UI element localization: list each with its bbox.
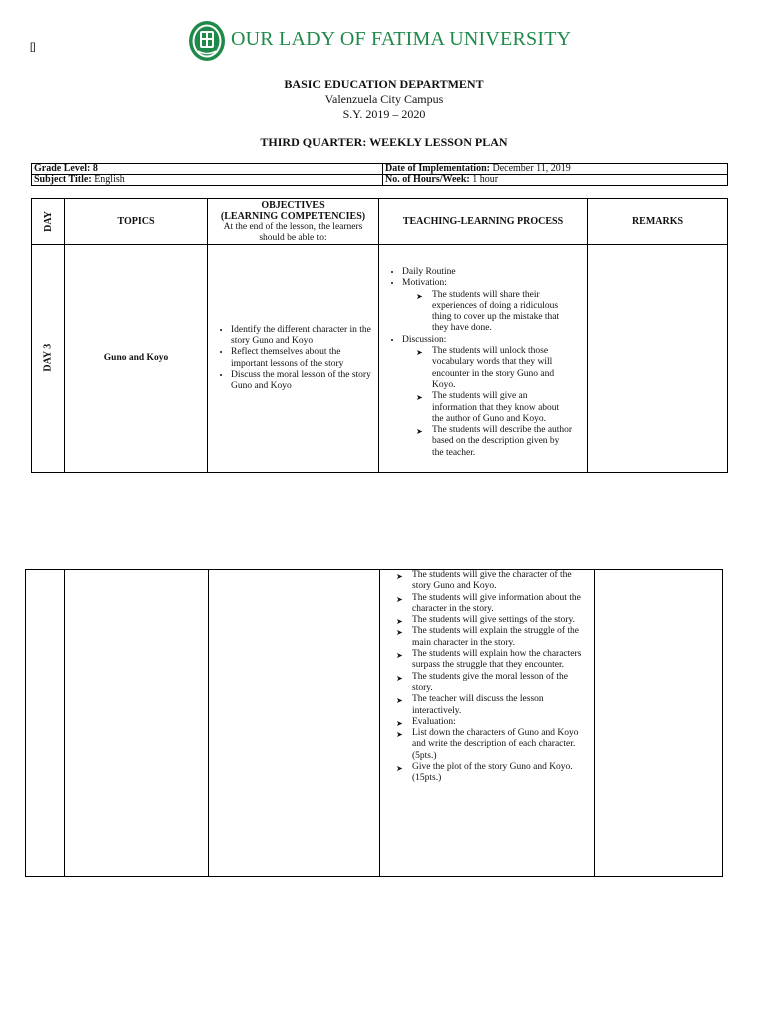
hours-label: No. of Hours/Week: xyxy=(385,174,470,185)
subject-cell xyxy=(32,175,383,186)
discussion-item xyxy=(402,335,573,459)
objectives-header xyxy=(208,199,379,245)
objectives-list xyxy=(208,325,372,393)
process-step: ➤ Give the plot of the story Guno and Koyo. (15pts.) xyxy=(412,762,588,785)
process-step: ➤ The students will give the character of the story Guno and Koyo. xyxy=(412,570,588,593)
process-step: ➤ The students will explain how the characters surpass the struggle that they encounter. xyxy=(412,649,588,672)
topic-cell: Guno and Koyo xyxy=(65,245,208,473)
objectives-cell xyxy=(208,245,379,473)
discussion-step: ➤ The students will unlock those vocabulary words that they will encounter in the story Guno and Koyo. xyxy=(432,346,573,391)
process-step: ➤ List down the characters of Guno and Koyo and write the description of each character. (5pts.) xyxy=(412,728,588,762)
lesson-plan-title: THIRD QUARTER: WEEKLY LESSON PLAN xyxy=(260,135,508,149)
process-cell xyxy=(379,245,588,473)
subject-label: Subject Title: xyxy=(34,174,92,185)
day-header xyxy=(32,199,65,245)
objective-item: • Discuss the moral lesson of the story Guno and Koyo xyxy=(231,370,372,393)
objectives-header-note: At the end of the lesson, the learners should be able to: xyxy=(223,221,363,243)
routine-item: • Daily Routine xyxy=(402,267,573,278)
motivation-label: Motivation: xyxy=(402,278,447,289)
objective-item: • Identify the different character in the story Guno and Koyo xyxy=(231,325,372,348)
motivation-list xyxy=(402,290,573,335)
grade-level-value: 8 xyxy=(92,163,98,174)
topics-header: TOPICS xyxy=(65,199,208,245)
day-cell xyxy=(32,245,65,473)
continued-day-cell xyxy=(26,570,65,877)
day-header-label: DAY xyxy=(42,211,54,232)
campus-name: Valenzuela City Campus xyxy=(324,92,444,106)
continued-topic-cell xyxy=(65,570,209,877)
discussion-list xyxy=(402,346,573,459)
continued-table xyxy=(25,569,723,877)
process-list xyxy=(379,267,573,459)
process-step: ➤ The students will give settings of the story. xyxy=(412,615,588,626)
hours-cell xyxy=(383,175,728,186)
discussion-step: ➤ The students will describe the author based on the description given by the teacher. xyxy=(432,425,573,459)
objective-item: • Reflect themselves about the important lessons of the story xyxy=(231,347,372,370)
remarks-header: REMARKS xyxy=(588,199,728,245)
info-table xyxy=(31,163,728,186)
discussion-step: ➤ The students will give an information that they know about the author of Guno and Koyo. xyxy=(432,391,573,425)
motivation-step: ➤ The students will share their experiences of doing a ridiculous thing to cover up the mistake that they have done. xyxy=(432,290,573,335)
motivation-item xyxy=(402,278,573,334)
hours-value: 1 hour xyxy=(472,174,499,185)
department-title: BASIC EDUCATION DEPARTMENT xyxy=(284,77,484,91)
university-seal-logo xyxy=(188,20,226,62)
subject-value: English xyxy=(94,174,125,185)
university-name: OUR LADY OF FATIMA UNIVERSITY xyxy=(231,28,572,50)
remarks-cell xyxy=(588,245,728,473)
objectives-header-line1: OBJECTIVES xyxy=(261,199,325,211)
evaluation-step: ➤ Evaluation: xyxy=(412,717,588,728)
grade-level-label: Grade Level: xyxy=(34,163,91,174)
lesson-plan-table xyxy=(31,198,728,473)
school-year: S.Y. 2019 – 2020 xyxy=(342,107,426,121)
day-label: DAY 3 xyxy=(42,344,54,372)
process-header: TEACHING-LEARNING PROCESS xyxy=(379,199,588,245)
continued-remarks-cell xyxy=(595,570,723,877)
date-value: December 11, 2019 xyxy=(492,163,571,174)
placeholder-mark: [] xyxy=(30,42,36,53)
grade-level-cell xyxy=(32,164,383,175)
continued-process-cell xyxy=(380,570,595,877)
date-label: Date of Implementation: xyxy=(385,163,490,174)
discussion-label: Discussion: xyxy=(402,334,447,345)
continued-process-list xyxy=(350,570,588,785)
process-step: ➤ The students will explain the struggle of the main character in the story. xyxy=(412,626,588,649)
date-cell xyxy=(383,164,728,175)
process-step: ➤ The teacher will discuss the lesson interactively. xyxy=(412,694,588,717)
objectives-header-line2: (LEARNING COMPETENCIES) xyxy=(220,210,366,222)
process-step: ➤ The students will give information about the character in the story. xyxy=(412,593,588,616)
process-step: ➤ The students give the moral lesson of the story. xyxy=(412,672,588,695)
